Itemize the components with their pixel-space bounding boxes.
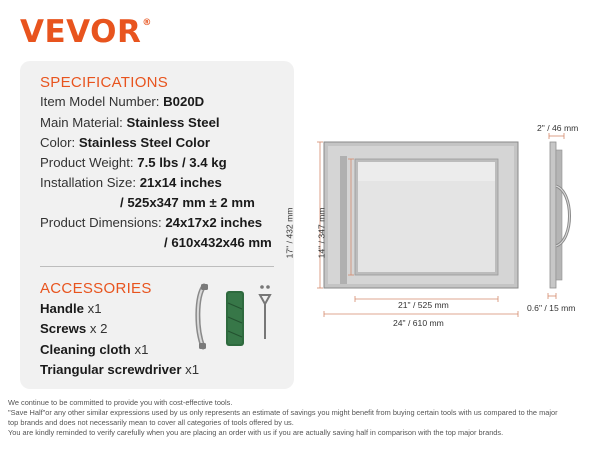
disclaimer-line-4: You are kindly reminded to verify carefully when you are placing an order with us if you are actually saving half in comparison with the top major brands.	[8, 428, 504, 437]
spec-product-dimensions: Product Dimensions: 24x17x2 inches	[40, 215, 263, 230]
spec-product-dimensions-metric: / 610x432x46 mm	[164, 235, 272, 250]
spec-product-weight: Product Weight: 7.5 lbs / 3.4 kg	[40, 155, 227, 170]
accessory-handle: Handle x1	[40, 301, 102, 316]
disclaimer-line-2: "Save Half"or any other similar expressions used by us only represents an estimate of savings you might benefit from buying certain tools with us compared to the major	[8, 408, 558, 417]
overall-width-label: 24" / 610 mm	[393, 318, 444, 328]
inner-height-label: 14" / 347 mm	[316, 207, 327, 259]
spec-main-material: Main Material: Stainless Steel	[40, 115, 220, 130]
specifications-card	[20, 61, 294, 389]
spec-installation-size: Installation Size: 21x14 inches	[40, 175, 222, 190]
door-front-view	[324, 142, 518, 288]
accessory-triangular-screwdriver: Triangular screwdriver x1	[40, 362, 200, 377]
spec-model-number: Item Model Number: B020D	[40, 94, 205, 109]
accessories-illustration	[190, 283, 280, 353]
brand-logo: VEVOR®	[20, 14, 152, 50]
disclaimer-line-3: top brands and does not necessarily mean to cover all categories of tools offered by us.	[8, 418, 294, 427]
handle-icon	[198, 284, 208, 349]
accessories-title: ACCESSORIES	[40, 280, 152, 297]
triangular-screwdriver-icon	[260, 295, 270, 339]
disclaimer-line-1: We continue to be committed to provide you with cost-effective tools.	[8, 398, 233, 407]
accessory-screws: Screws x 2	[40, 321, 108, 336]
screws-icon	[260, 285, 270, 289]
door-dimension-diagram	[300, 126, 600, 332]
section-divider	[40, 266, 274, 267]
trademark-symbol: ®	[142, 18, 152, 28]
specifications-title: SPECIFICATIONS	[40, 74, 169, 91]
depth-label: 2" / 46 mm	[537, 123, 579, 133]
overall-height-label: 17" / 432 mm	[284, 207, 295, 259]
spec-installation-size-metric: / 525x347 mm ± 2 mm	[120, 195, 255, 210]
cleaning-cloth-icon	[226, 291, 244, 346]
inner-width-label: 21" / 525 mm	[398, 300, 449, 310]
accessory-cleaning-cloth: Cleaning cloth x1	[40, 342, 149, 357]
door-side-view	[550, 142, 570, 288]
flange-label: 0.6" / 15 mm	[527, 303, 576, 313]
spec-color: Color: Stainless Steel Color	[40, 135, 211, 150]
